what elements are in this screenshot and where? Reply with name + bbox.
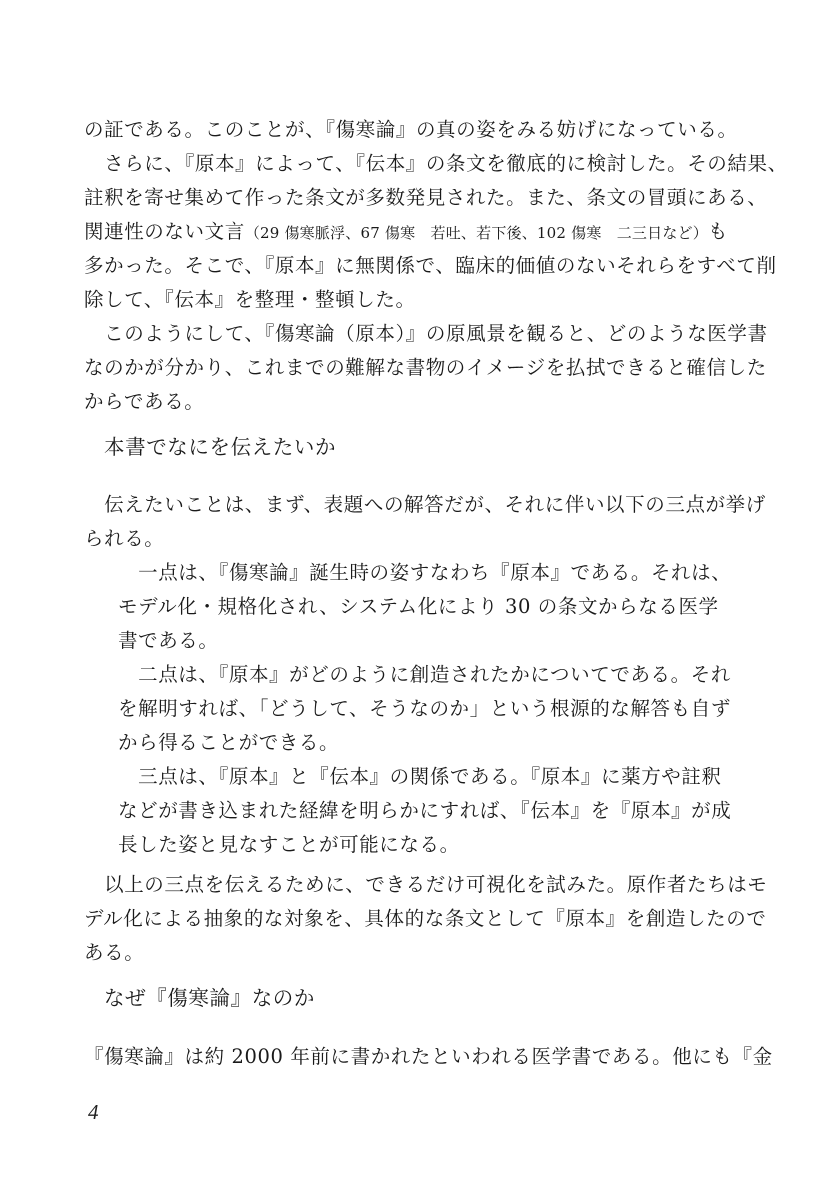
body-text-line: 以上の三点を伝えるために、できるだけ可視化を試みた。原作者たちはモ (84, 873, 768, 896)
body-text: 関連性のない文言 (84, 220, 245, 243)
point-3-line: 三点は、『原本』と『伝本』の関係である。『原本』に薬方や註釈 (118, 765, 722, 788)
body-text-line (84, 220, 728, 245)
body-text-line: 伝えたいことは、まず、表題への解答だが、それに伴い以下の三点が挙げ (84, 493, 766, 516)
body-text-line: デル化による抽象的な対象を、具体的な条文として『原本』を創造したので (84, 907, 767, 930)
point-3-line: 長した姿と見なすことが可能になる。 (118, 833, 460, 856)
parenthetical-reference: （29 傷寒脈浮、67 傷寒 若吐、若下後、102 傷寒 二三日など） (244, 224, 708, 242)
body-text-line: 『傷寒論』は約 2000 年前に書かれたといわれる医学書である。他にも『金 (84, 1045, 773, 1068)
point-2-line: を解明すれば、「どうして、そうなのか」という根源的な解答も自ず (118, 697, 731, 720)
section-heading: 本書でなにを伝えたいか (104, 435, 337, 459)
body-text: も (707, 220, 729, 243)
point-1-line: 一点は、『傷寒論』誕生時の姿すなわち『原本』である。それは、 (118, 561, 732, 584)
body-text-line: このようにして、『傷寒論（原本）』の原風景を観ると、どのような医学書 (84, 322, 768, 345)
point-1-line: モデル化・規格化され、システム化により 30 の条文からなる医学 (118, 595, 719, 618)
body-text-line: さらに、『原本』によって、『伝本』の条文を徹底的に検討した。その結果、 (84, 152, 788, 175)
body-text-line: ある。 (84, 941, 145, 964)
body-text-line: からである。 (84, 390, 205, 413)
point-3-line: などが書き込まれた経緯を明らかにすれば、『伝本』を『原本』が成 (118, 799, 732, 822)
body-text-line: 註釈を寄せ集めて作った条文が多数発見された。また、条文の冒頭にある、 (84, 186, 768, 209)
body-text-line: 除して、『伝本』を整理・整頓した。 (84, 288, 416, 311)
body-text-line: の証である。このことが、『傷寒論』の真の姿をみる妨げになっている。 (84, 118, 738, 141)
body-text-line: 多かった。そこで、『原本』に無関係で、臨床的価値のないそれらをすべて削 (84, 254, 777, 277)
point-1-line: 書である。 (118, 629, 219, 652)
body-text-line: られる。 (84, 527, 165, 550)
point-2-line: から得ることができる。 (118, 731, 340, 754)
page-number: 4 (88, 1100, 99, 1124)
point-2-line: 二点は、『原本』がどのように創造されたかについてである。それ (118, 663, 731, 686)
section-heading: なぜ『傷寒論』なのか (104, 986, 315, 1010)
body-text-line: なのかが分かり、これまでの難解な書物のイメージを払拭できると確信した (84, 356, 767, 379)
